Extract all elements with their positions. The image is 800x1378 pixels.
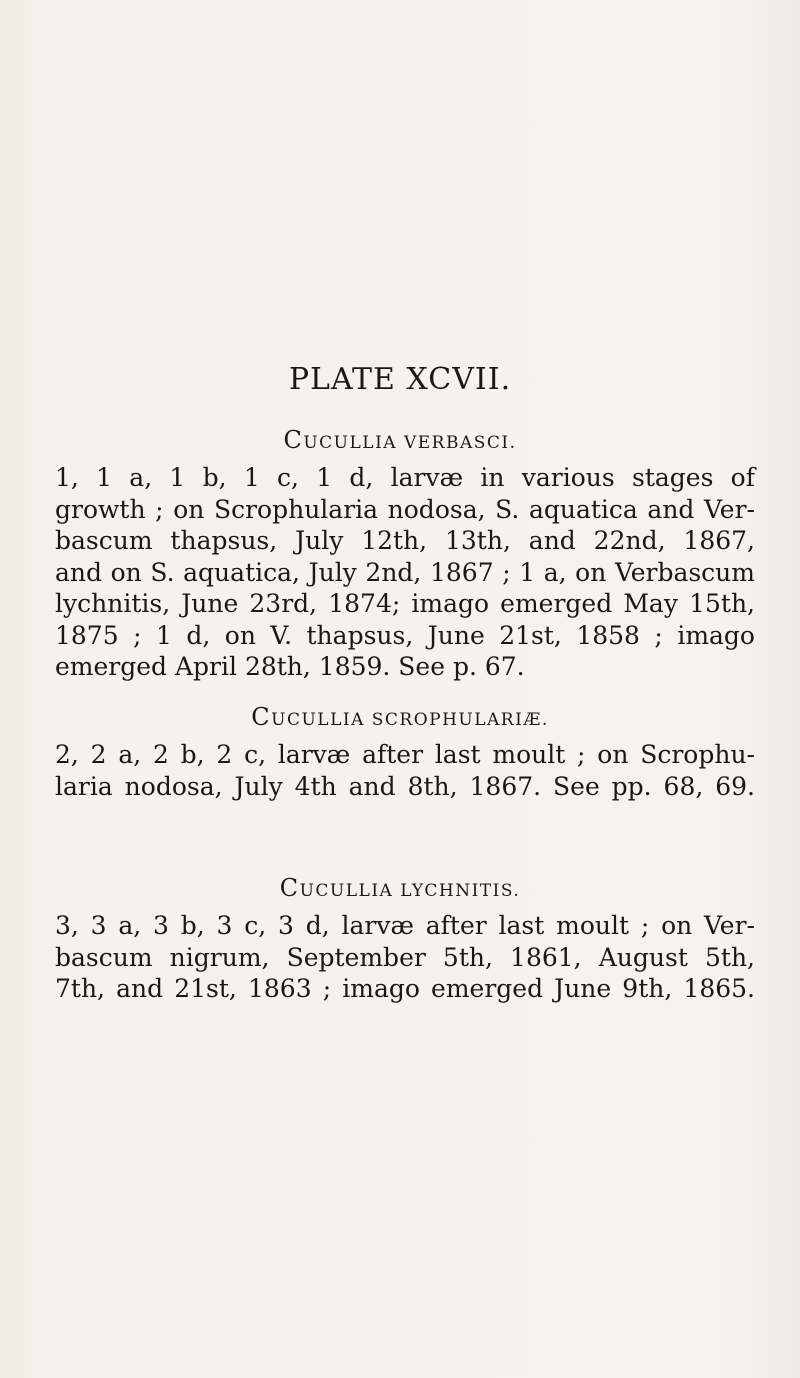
text-line: lychnitis, June 23rd, 1874; imago emerged May 15th, xyxy=(55,589,755,618)
text-line: 3, 3 a, 3 b, 3 c, 3 d, larvæ after last moult ; on Ver- xyxy=(55,911,755,940)
heading-initial: C xyxy=(251,703,272,731)
plate-title: PLATE XCVII. xyxy=(288,362,512,397)
text-line: laria nodosa, July 4th and 8th, 1867. See pp. 68, 69. xyxy=(55,771,755,801)
text-line: bascum nigrum, September 5th, 1861, August 5th, xyxy=(55,942,755,972)
section-heading-cucullia-lychnitis xyxy=(0,873,800,906)
heading-rest: UCULLIA LYCHNITIS. xyxy=(299,881,521,901)
heading-rest: UCULLIA VERBASCI. xyxy=(303,433,517,453)
paragraph-cucullia-lychnitis xyxy=(55,910,755,1005)
text-line: emerged April 28th, 1859. See p. 67. xyxy=(55,652,525,681)
text-line: 1, 1 a, 1 b, 1 c, 1 d, larvæ in various stages of xyxy=(55,463,755,492)
heading-initial: C xyxy=(279,874,300,902)
section-heading-cucullia-scrophulariae xyxy=(0,702,800,735)
section-heading-cucullia-verbasci xyxy=(0,425,800,458)
text-line: 2, 2 a, 2 b, 2 c, larvæ after last moult ; on Scrophu- xyxy=(55,740,755,769)
heading-rest: UCULLIA SCROPHULARIÆ. xyxy=(271,710,549,730)
text-line: and on S. aquatica, July 2nd, 1867 ; 1 a, on Verbascum xyxy=(55,557,755,587)
paragraph-cucullia-scrophulariae xyxy=(55,739,755,802)
text-line: growth ; on Scrophularia nodosa, S. aquatica and Ver- xyxy=(55,494,755,524)
text-line: 7th, and 21st, 1863 ; imago emerged June 9th, 1865. xyxy=(55,974,755,1003)
heading-initial: C xyxy=(283,426,304,454)
text-line: 1875 ; 1 d, on V. thapsus, June 21st, 1858 ; imago xyxy=(55,620,755,650)
text-line: bascum thapsus, July 12th, 13th, and 22nd, 1867, xyxy=(55,526,755,555)
paragraph-cucullia-verbasci xyxy=(55,462,755,683)
